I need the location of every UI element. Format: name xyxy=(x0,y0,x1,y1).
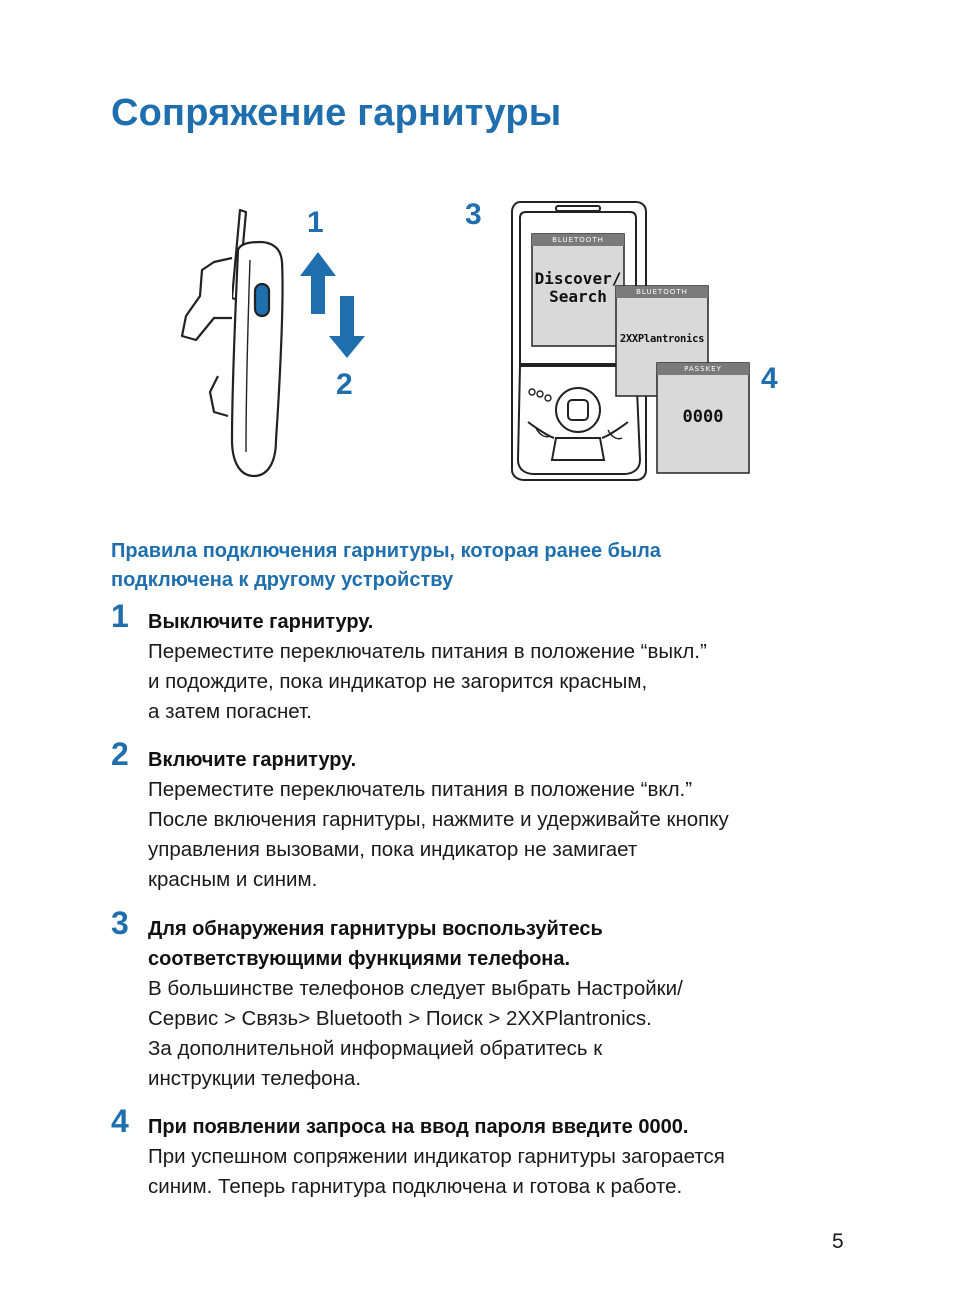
step-text-line: а затем погаснет. xyxy=(148,700,312,723)
screen3-header: PASSKEY xyxy=(684,365,722,373)
screen2-text: 2XXPlantronics xyxy=(619,333,705,345)
step-text-line: красным и синим. xyxy=(148,868,318,891)
screen1-text xyxy=(530,270,626,306)
step-title: При появлении запроса на ввод пароля введите 0000. xyxy=(148,1116,689,1138)
screen1-line1: Discover/ xyxy=(534,269,622,288)
pairing-illustration xyxy=(0,0,954,520)
arrow-up-icon xyxy=(300,252,336,314)
step-title-line: соответствующими функциями телефона. xyxy=(148,948,571,970)
step-number: 4 xyxy=(111,1103,129,1139)
page-title: Сопряжение гарнитуры xyxy=(111,92,562,134)
screen3-text: 0000 xyxy=(682,407,724,427)
step-text-line: синим. Теперь гарнитура подключена и готова к работе. xyxy=(148,1175,683,1198)
step-text-line: После включения гарнитуры, нажмите и удерживайте кнопку xyxy=(148,808,729,831)
step-text-line: управления вызовами, пока индикатор не замигает xyxy=(148,838,638,861)
headset-drawing xyxy=(182,210,283,476)
figure-label-4: 4 xyxy=(761,362,778,395)
step-number: 2 xyxy=(111,736,129,772)
step-title: Включите гарнитуру. xyxy=(148,749,357,771)
figure-label-1: 1 xyxy=(307,206,324,239)
page-number: 5 xyxy=(832,1230,844,1253)
screen1-line2: Search xyxy=(549,287,607,306)
step-1 xyxy=(111,598,851,727)
step-text-line: Переместите переключатель питания в положение “выкл.” xyxy=(148,640,707,663)
step-2 xyxy=(111,736,851,895)
step-text-line: Сервис > Связь> Bluetooth > Поиск > 2XXPlantronics. xyxy=(148,1007,652,1030)
step-title: Выключите гарнитуру. xyxy=(148,611,374,633)
step-text-line: и подождите, пока индикатор не загорится красным, xyxy=(148,670,648,693)
section-subheading xyxy=(111,537,871,595)
illustration-graphics xyxy=(0,0,954,520)
arrow-down-icon xyxy=(329,296,365,358)
figure-label-3: 3 xyxy=(465,198,482,231)
step-text-line: За дополнительной информацией обратитесь к xyxy=(148,1037,603,1060)
subheading-line2: подключена к другому устройству xyxy=(111,569,454,591)
figure-label-2: 2 xyxy=(336,368,353,401)
step-text-line: В большинстве телефонов следует выбрать Настройки/ xyxy=(148,977,683,1000)
step-text-line: При успешном сопряжении индикатор гарнитуры загорается xyxy=(148,1145,725,1168)
step-title-line: Для обнаружения гарнитуры воспользуйтесь xyxy=(148,918,603,940)
step-number: 3 xyxy=(111,905,129,941)
step-3 xyxy=(111,905,851,1094)
step-text-line: Переместите переключатель питания в положение “вкл.” xyxy=(148,778,693,801)
step-4 xyxy=(111,1103,851,1202)
step-number: 1 xyxy=(111,598,129,634)
screen2-header: BLUETOOTH xyxy=(636,288,688,296)
screen1-header: BLUETOOTH xyxy=(552,236,604,244)
subheading-line1: Правила подключения гарнитуры, которая ранее была xyxy=(111,540,661,562)
step-text-line: инструкции телефона. xyxy=(148,1067,362,1090)
